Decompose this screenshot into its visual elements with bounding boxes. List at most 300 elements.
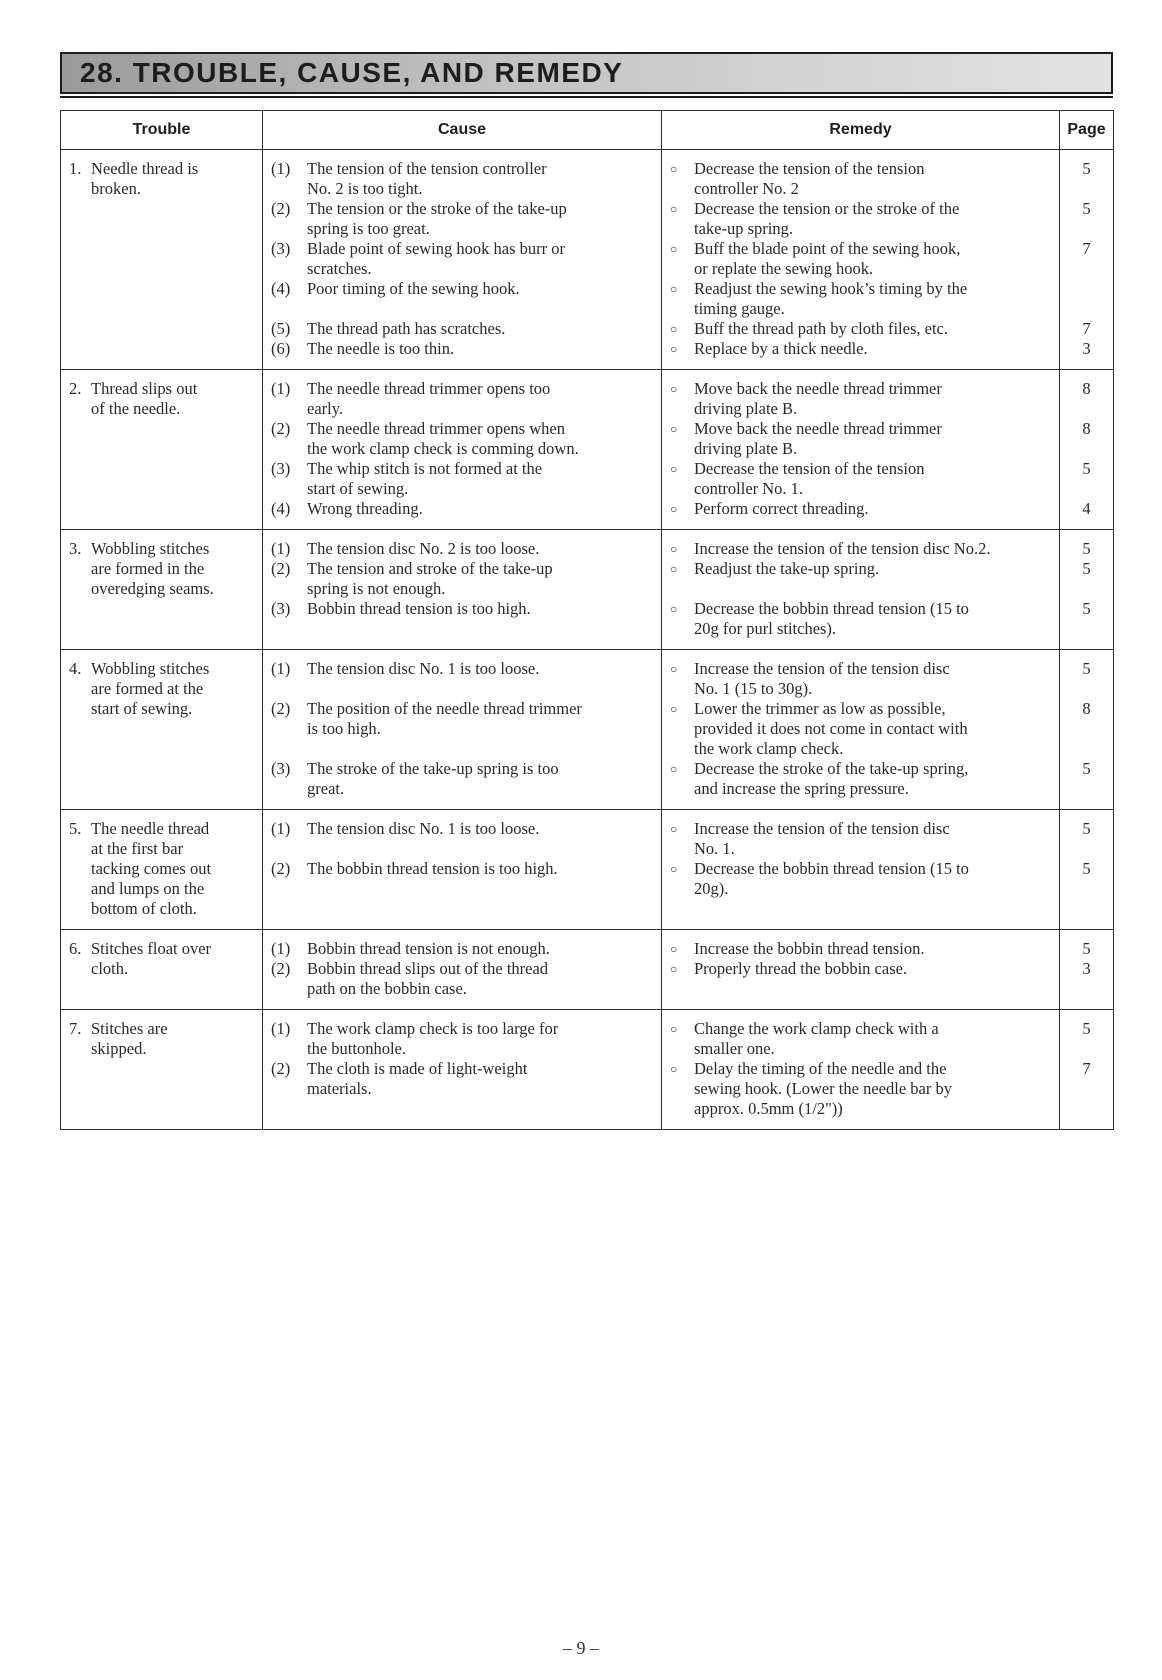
cause-text [307, 239, 653, 279]
cause-text [307, 159, 653, 199]
remedy-item [670, 499, 1051, 519]
remedy-text [694, 819, 1051, 859]
table-body [61, 150, 1114, 1130]
trouble-number [69, 1039, 91, 1059]
cause-item [271, 319, 653, 339]
cause-number: (1) [271, 379, 291, 398]
page-ref: 5 [1082, 539, 1091, 558]
remedy-item [670, 759, 1051, 799]
cause-line: The needle thread trimmer opens when [307, 419, 565, 438]
cause-item [271, 679, 653, 699]
cause-text [307, 759, 653, 799]
cause-line: Bobbin thread tension is too high. [307, 599, 531, 618]
remedy-line: Change the work clamp check with a [694, 1019, 939, 1038]
remedy-line: Readjust the sewing hook’s timing by the [694, 279, 968, 298]
table-row [61, 650, 1114, 810]
trouble-text: bottom of cloth. [91, 899, 197, 918]
cause-number: (2) [271, 959, 291, 978]
remedy-line: Delay the timing of the needle and the [694, 1059, 947, 1078]
remedy-item [670, 599, 1051, 639]
remedy-line: sewing hook. (Lower the needle bar by [694, 1079, 952, 1098]
cause-number: (2) [271, 419, 291, 438]
cause-item [271, 699, 653, 739]
trouble-cell [61, 1010, 263, 1130]
cause-item [271, 659, 653, 679]
cause-text [307, 679, 653, 699]
cause-line: No. 2 is too tight. [307, 179, 423, 198]
cause-line: The tension disc No. 2 is too loose. [307, 539, 540, 558]
remedy-line: Readjust the take-up spring. [694, 559, 880, 578]
trouble-number [69, 679, 91, 699]
remedy-line: Move back the needle thread trimmer [694, 379, 942, 398]
section-title-bar [60, 52, 1113, 94]
trouble-number [69, 399, 91, 419]
cause-number: (4) [271, 279, 291, 298]
remedy-bullet-icon: ○ [670, 562, 678, 576]
remedy-text [694, 239, 1051, 279]
page-ref: 5 [1082, 1019, 1091, 1038]
page-ref [1068, 439, 1105, 459]
cause-number: (1) [271, 539, 291, 558]
remedy-item [670, 939, 1051, 959]
trouble-text: Stitches are [91, 1019, 168, 1038]
trouble-cell [61, 810, 263, 930]
cause-number [271, 739, 307, 759]
cause-item [271, 339, 653, 359]
remedy-line: controller No. 2 [694, 179, 799, 198]
cause-item [271, 959, 653, 999]
page-ref [1068, 179, 1105, 199]
page-cell [1060, 930, 1114, 1010]
page-ref: 7 [1082, 239, 1091, 258]
remedy-text [694, 279, 1051, 319]
trouble-line [69, 839, 254, 859]
remedy-bullet-icon: ○ [670, 322, 678, 336]
trouble-text: at the first bar [91, 839, 184, 858]
cause-line [307, 739, 653, 759]
remedy-bullet-icon: ○ [670, 1022, 678, 1036]
cause-line: The stroke of the take-up spring is too [307, 759, 559, 778]
cause-item [271, 939, 653, 959]
page-ref: 5 [1082, 859, 1091, 878]
cause-item [271, 499, 653, 519]
cause-text [307, 939, 653, 959]
header-trouble: Trouble [61, 111, 263, 150]
cause-line: Bobbin thread slips out of the thread [307, 959, 549, 978]
trouble-line [69, 859, 254, 879]
cause-text [307, 379, 653, 419]
trouble-line [69, 1039, 254, 1059]
table-header-row [61, 111, 1114, 150]
cause-text [307, 959, 653, 999]
page-ref: 7 [1082, 319, 1091, 338]
table-row [61, 370, 1114, 530]
page-cell [1060, 150, 1114, 370]
trouble-cell [61, 650, 263, 810]
cause-number: (2) [271, 699, 291, 718]
remedy-item [670, 579, 1051, 599]
page-ref: 5 [1082, 759, 1091, 778]
cause-text [307, 279, 653, 299]
trouble-line [69, 399, 254, 419]
cause-item [271, 819, 653, 839]
trouble-line [69, 959, 254, 979]
table-row [61, 930, 1114, 1010]
cause-line: the work clamp check is comming down. [307, 439, 579, 458]
remedy-text [694, 659, 1051, 699]
cause-line: early. [307, 399, 344, 418]
trouble-number [69, 859, 91, 879]
page-ref [1068, 259, 1105, 279]
remedy-bullet-icon: ○ [670, 202, 678, 216]
trouble-text: cloth. [91, 959, 129, 978]
cause-line: scratches. [307, 259, 372, 278]
trouble-line [69, 939, 254, 959]
cause-number: (1) [271, 939, 291, 958]
page-cell [1060, 810, 1114, 930]
remedy-bullet-icon: ○ [670, 462, 678, 476]
remedy-item [670, 199, 1051, 239]
remedy-line: controller No. 1. [694, 479, 804, 498]
title-underline [60, 96, 1113, 98]
cause-line: the buttonhole. [307, 1039, 406, 1058]
remedy-item [670, 659, 1051, 699]
table-row [61, 150, 1114, 370]
cause-number: (3) [271, 459, 291, 478]
trouble-number: 3. [69, 539, 82, 558]
trouble-text: Thread slips out [91, 379, 198, 398]
remedy-line: Decrease the bobbin thread tension (15 to [694, 599, 969, 618]
section-title: 28. TROUBLE, CAUSE, AND REMEDY [80, 57, 624, 88]
page-cell [1060, 650, 1114, 810]
trouble-text: Stitches float over [91, 939, 212, 958]
cause-number: (1) [271, 659, 291, 678]
remedy-line: Buff the thread path by cloth files, etc. [694, 319, 948, 338]
trouble-text: Needle thread is [91, 159, 199, 178]
page-ref [1068, 579, 1105, 599]
cause-line: Blade point of sewing hook has burr or [307, 239, 565, 258]
cause-item [271, 859, 653, 879]
remedy-line: and increase the spring pressure. [694, 779, 909, 798]
trouble-text: are formed at the [91, 679, 204, 698]
trouble-text: of the needle. [91, 399, 181, 418]
trouble-number [69, 179, 91, 199]
remedy-line: Increase the tension of the tension disc No.2. [694, 539, 991, 558]
remedy-bullet-icon: ○ [670, 962, 678, 976]
cause-number [271, 299, 307, 319]
page-ref: 5 [1082, 939, 1091, 958]
table-row [61, 810, 1114, 930]
cause-line: Wrong threading. [307, 499, 423, 518]
remedy-bullet-icon: ○ [670, 762, 678, 776]
remedy-text [694, 1019, 1051, 1059]
remedy-text [694, 379, 1051, 419]
trouble-cell [61, 930, 263, 1010]
trouble-text: overedging seams. [91, 579, 214, 598]
trouble-number: 4. [69, 659, 82, 678]
remedy-line: the work clamp check. [694, 739, 844, 758]
cause-number: (1) [271, 159, 291, 178]
trouble-line [69, 379, 254, 399]
cause-cell [263, 930, 662, 1010]
cause-text [307, 659, 653, 679]
trouble-line [69, 1019, 254, 1039]
trouble-line [69, 879, 254, 899]
remedy-item [670, 559, 1051, 579]
trouble-text: The needle thread [91, 819, 210, 838]
page-ref [1068, 279, 1105, 299]
page-ref [1068, 739, 1105, 759]
cause-text [307, 739, 653, 759]
trouble-number [69, 959, 91, 979]
remedy-line: No. 1. [694, 839, 735, 858]
remedy-bullet-icon: ○ [670, 662, 678, 676]
remedy-line: driving plate B. [694, 399, 798, 418]
cause-line: The bobbin thread tension is too high. [307, 859, 558, 878]
remedy-item [670, 279, 1051, 319]
remedy-cell [662, 810, 1060, 930]
remedy-line: approx. 0.5mm (1/2")) [694, 1099, 843, 1118]
remedy-line: Increase the tension of the tension disc [694, 819, 950, 838]
cause-item [271, 1019, 653, 1059]
trouble-number: 5. [69, 819, 82, 838]
remedy-line: 20g for purl stitches). [694, 619, 837, 638]
cause-number: (3) [271, 759, 291, 778]
remedy-bullet-icon: ○ [670, 542, 678, 556]
remedy-cell [662, 930, 1060, 1010]
cause-item [271, 459, 653, 499]
page-ref: 5 [1082, 659, 1091, 678]
remedy-item [670, 1059, 1051, 1119]
trouble-line [69, 579, 254, 599]
cause-line: spring is not enough. [307, 579, 446, 598]
page-ref: 5 [1082, 819, 1091, 838]
cause-text [307, 819, 653, 839]
cause-cell [263, 370, 662, 530]
cause-item [271, 199, 653, 239]
page-ref: 3 [1082, 339, 1091, 358]
cause-line: start of sewing. [307, 479, 409, 498]
remedy-item [670, 859, 1051, 899]
page-ref [1068, 479, 1105, 499]
cause-text [307, 1059, 653, 1099]
remedy-cell [662, 150, 1060, 370]
trouble-number [69, 559, 91, 579]
cause-number: (2) [271, 859, 291, 878]
remedy-item [670, 819, 1051, 859]
cause-cell [263, 1010, 662, 1130]
remedy-bullet-icon: ○ [670, 282, 678, 296]
remedy-item [670, 419, 1051, 459]
remedy-line: Increase the bobbin thread tension. [694, 939, 925, 958]
header-cause: Cause [263, 111, 662, 150]
remedy-line: driving plate B. [694, 439, 798, 458]
cause-line: The tension of the tension controller [307, 159, 547, 178]
cause-item [271, 239, 653, 279]
header-remedy: Remedy [662, 111, 1060, 150]
cause-item [271, 839, 653, 859]
cause-item [271, 599, 653, 619]
page-ref: 5 [1082, 159, 1091, 178]
trouble-line [69, 899, 254, 919]
cause-cell [263, 810, 662, 930]
cause-text [307, 559, 653, 599]
page-number: – 9 – [563, 1638, 599, 1658]
remedy-line [694, 579, 1051, 599]
trouble-line [69, 179, 254, 199]
trouble-number: 7. [69, 1019, 82, 1038]
remedy-line: Replace by a thick needle. [694, 339, 868, 358]
cause-line: The tension disc No. 1 is too loose. [307, 659, 540, 678]
remedy-text [694, 939, 1051, 959]
remedy-cell [662, 650, 1060, 810]
remedy-item [670, 159, 1051, 199]
remedy-text [694, 1059, 1051, 1119]
cause-line: The tension and stroke of the take-up [307, 559, 553, 578]
cause-text [307, 339, 653, 359]
page-cell [1060, 530, 1114, 650]
remedy-item [670, 699, 1051, 759]
remedy-line: or replate the sewing hook. [694, 259, 874, 278]
trouble-line [69, 539, 254, 559]
trouble-number: 6. [69, 939, 82, 958]
cause-text [307, 699, 653, 739]
cause-line: The cloth is made of light-weight [307, 1059, 528, 1078]
trouble-cell [61, 370, 263, 530]
cause-line [307, 679, 653, 699]
remedy-cell [662, 530, 1060, 650]
remedy-item [670, 239, 1051, 279]
cause-line: The tension disc No. 1 is too loose. [307, 819, 540, 838]
remedy-cell [662, 1010, 1060, 1130]
remedy-line: Increase the tension of the tension disc [694, 659, 950, 678]
cause-line: The needle is too thin. [307, 339, 455, 358]
trouble-number [69, 699, 91, 719]
remedy-bullet-icon: ○ [670, 822, 678, 836]
cause-number: (3) [271, 599, 291, 618]
cause-text [307, 1019, 653, 1059]
cause-line: The whip stitch is not formed at the [307, 459, 543, 478]
remedy-bullet-icon: ○ [670, 342, 678, 356]
remedy-line: No. 1 (15 to 30g). [694, 679, 813, 698]
remedy-line: Decrease the bobbin thread tension (15 to [694, 859, 969, 878]
page-ref [1068, 679, 1105, 699]
trouble-line [69, 699, 254, 719]
page-ref: 5 [1082, 599, 1091, 618]
page-ref: 8 [1082, 699, 1091, 718]
cause-text [307, 499, 653, 519]
trouble-line [69, 559, 254, 579]
remedy-line: Decrease the tension of the tension [694, 459, 925, 478]
trouble-text: skipped. [91, 1039, 147, 1058]
remedy-line: Properly thread the bobbin case. [694, 959, 908, 978]
trouble-text: Wobbling stitches [91, 659, 210, 678]
cause-number: (1) [271, 819, 291, 838]
cause-number: (2) [271, 199, 291, 218]
cause-line: Bobbin thread tension is not enough. [307, 939, 550, 958]
remedy-bullet-icon: ○ [670, 602, 678, 616]
page-ref: 5 [1082, 199, 1091, 218]
page-ref [1068, 299, 1105, 319]
cause-item [271, 739, 653, 759]
remedy-text [694, 579, 1051, 599]
remedy-text [694, 159, 1051, 199]
trouble-table [60, 110, 1114, 1130]
cause-item [271, 159, 653, 199]
trouble-cell [61, 530, 263, 650]
trouble-line [69, 679, 254, 699]
remedy-bullet-icon: ○ [670, 382, 678, 396]
remedy-item [670, 339, 1051, 359]
cause-text [307, 599, 653, 619]
remedy-line: provided it does not come in contact with [694, 719, 968, 738]
trouble-text: start of sewing. [91, 699, 193, 718]
remedy-bullet-icon: ○ [670, 1062, 678, 1076]
remedy-line: smaller one. [694, 1039, 775, 1058]
remedy-text [694, 559, 1051, 579]
remedy-item [670, 539, 1051, 559]
cause-line: The position of the needle thread trimmer [307, 699, 582, 718]
trouble-text: broken. [91, 179, 141, 198]
cause-line: Poor timing of the sewing hook. [307, 279, 520, 298]
remedy-item [670, 379, 1051, 419]
remedy-text [694, 699, 1051, 759]
page-ref [1068, 839, 1105, 859]
remedy-text [694, 859, 1051, 899]
cause-line: The tension or the stroke of the take-up [307, 199, 567, 218]
remedy-line: Decrease the tension or the stroke of the [694, 199, 960, 218]
trouble-number [69, 839, 91, 859]
trouble-number: 2. [69, 379, 82, 398]
remedy-text [694, 419, 1051, 459]
remedy-bullet-icon [670, 579, 694, 599]
remedy-cell [662, 370, 1060, 530]
cause-item [271, 379, 653, 419]
trouble-text: and lumps on the [91, 879, 205, 898]
remedy-bullet-icon: ○ [670, 702, 678, 716]
remedy-line: Decrease the tension of the tension [694, 159, 925, 178]
cause-number: (2) [271, 559, 291, 578]
remedy-text [694, 499, 1051, 519]
cause-item [271, 419, 653, 459]
remedy-text [694, 459, 1051, 499]
remedy-text [694, 199, 1051, 239]
remedy-text [694, 759, 1051, 799]
remedy-text [694, 539, 1051, 559]
cause-number: (2) [271, 1059, 291, 1078]
header-page: Page [1060, 111, 1114, 150]
cause-item [271, 539, 653, 559]
cause-cell [263, 150, 662, 370]
cause-text [307, 419, 653, 459]
cause-number: (1) [271, 1019, 291, 1038]
cause-item [271, 299, 653, 319]
cause-line: spring is too great. [307, 219, 430, 238]
trouble-text: tacking comes out [91, 859, 212, 878]
remedy-line: 20g). [694, 879, 729, 898]
remedy-text [694, 599, 1051, 639]
remedy-line: Move back the needle thread trimmer [694, 419, 942, 438]
trouble-number [69, 579, 91, 599]
trouble-line [69, 819, 254, 839]
remedy-item [670, 959, 1051, 979]
cause-line [307, 299, 653, 319]
trouble-line [69, 659, 254, 679]
cause-line: materials. [307, 1079, 372, 1098]
cause-item [271, 279, 653, 299]
page-ref: 4 [1082, 499, 1091, 518]
page-ref [1068, 399, 1105, 419]
